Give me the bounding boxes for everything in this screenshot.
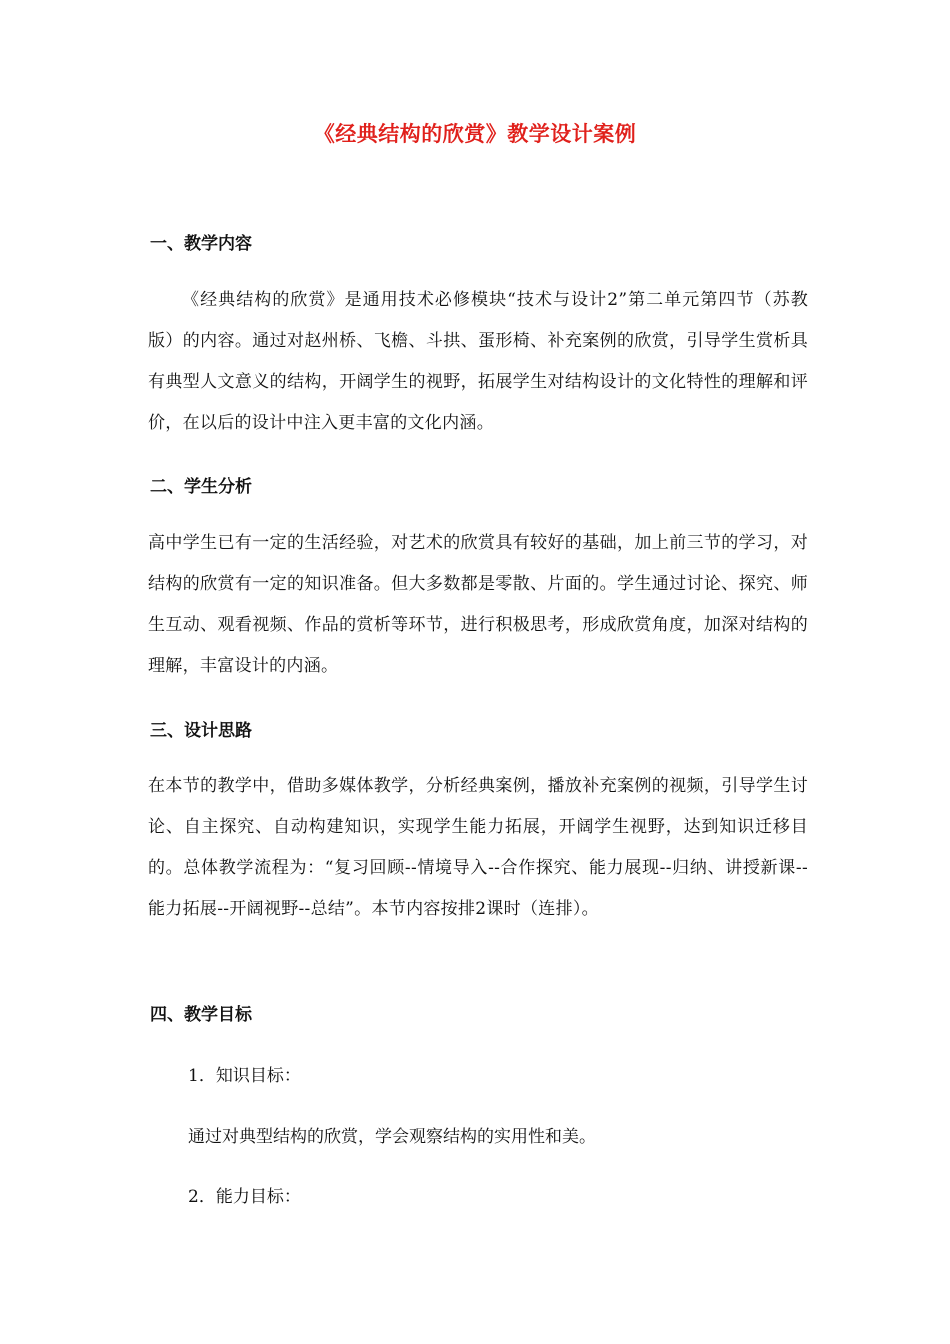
document-title: 《经典结构的欣赏》教学设计案例	[313, 121, 637, 146]
section-body-design: 在本节的教学中，借助多媒体教学，分析经典案例，播放补充案例的视频，引导学生讨论、自主探究、自动构建知识，实现学生能力拓展，开阔学生视野，达到知识迁移目的。总体教学流程为：“复习回顾--情境导入--合作探究、能力展现--归纳、讲授新课--能力拓展--开阔视野--总结”。本节内容按排2课时（连排）。	[148, 776, 808, 919]
objective-item: 通过对典型结构的欣赏，学会观察结构的实用性和美。	[188, 1127, 596, 1147]
section-body-content: 《经典结构的欣赏》是通用技术必修模块“技术与设计2”第二单元第四节（苏教版）的内容。通过对赵州桥、飞檐、斗拱、蛋形椅、补充案例的欣赏，引导学生赏析具有典型人文意义的结构，开阔学生的视野，拓展学生对结构设计的文化特性的理解和评价，在以后的设计中注入更丰富的文化内涵。	[148, 290, 808, 433]
objective-item: 2．能力目标：	[188, 1187, 301, 1207]
section-heading-objectives: 四、教学目标	[150, 1005, 252, 1025]
section-body-students: 高中学生已有一定的生活经验，对艺术的欣赏具有较好的基础，加上前三节的学习，对结构的欣赏有一定的知识准备。但大多数都是零散、片面的。学生通过讨论、探究、师生互动、观看视频、作品的赏析等环节，进行积极思考，形成欣赏角度，加深对结构的理解，丰富设计的内涵。	[148, 533, 808, 676]
section-heading-content: 一、教学内容	[150, 234, 252, 254]
section-heading-students: 二、学生分析	[150, 477, 252, 497]
objective-item: 1．知识目标：	[188, 1066, 301, 1086]
section-heading-design: 三、设计思路	[150, 721, 252, 741]
